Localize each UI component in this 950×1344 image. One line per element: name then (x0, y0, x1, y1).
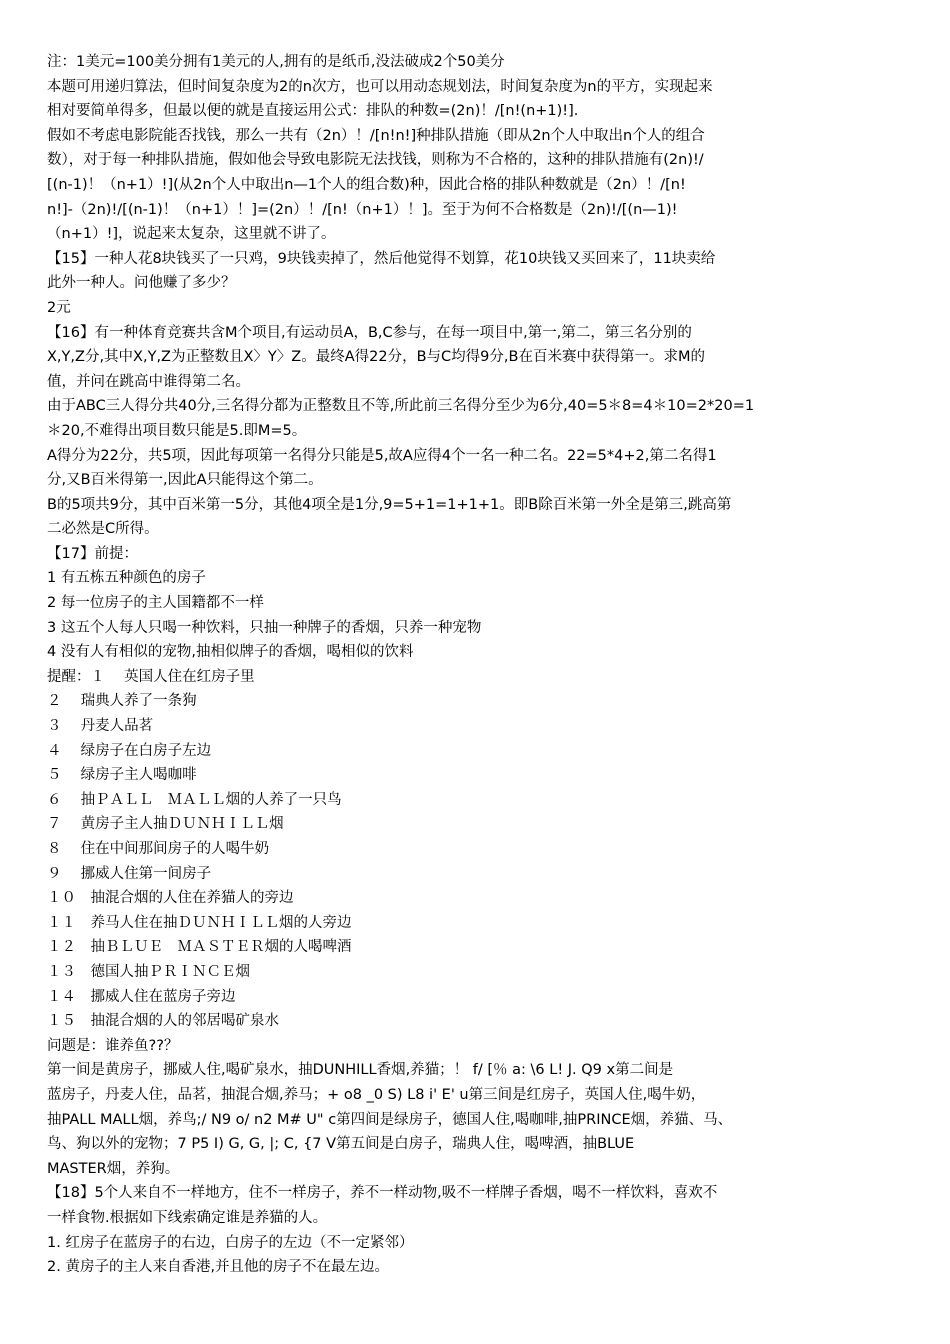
text-line: 1. 红房子在蓝房子的右边，白房子的左边（不一定紧邻） (47, 1234, 414, 1251)
text-line: 第一间是黄房子，挪威人住,喝矿泉水，抽DUNHILL香烟,养猫；！ f/ [％ a: \6 L! J. Q9 x第二间是 (47, 1062, 674, 1079)
text-line: 二必然是C所得。 (47, 521, 159, 538)
text-line: 由于ABC三人得分共40分,三名得分都为正整数且不等,所此前三名得分至少为6分,40=5＊8=4＊10=2*20=1 (47, 398, 755, 415)
text-line: １２ 抽ＢＬＵＥ ＭＡＳＴＥＲ烟的人喝啤酒 (47, 939, 352, 956)
text-line: X,Y,Z分,其中X,Y,Z为正整数且X〉Y〉Z。最终A得22分，B与C均得9分,B在百米赛中获得第一。求M的 (47, 349, 705, 366)
text-line: [(n-1)！（n+1）!](从2n个人中取出n—1个人的组合数)种，因此合格的排队种数就是（2n）！/[n! (47, 176, 686, 193)
text-line: ＊20,不难得出项目数只能是5.即M=5。 (47, 422, 307, 439)
text-line: 此外一种人。问他赚了多少？ (47, 275, 236, 292)
text-line: 提醒：１ 英国人住在红房子里 (47, 668, 255, 685)
text-line: ６ 抽ＰＡＬＬ ＭＡＬＬ烟的人养了一只鸟 (47, 791, 342, 808)
text-line: 假如不考虑电影院能否找钱，那么一共有（2n）！/[n!n!]种排队措施（即从2n个人中取出n个人的组合 (47, 127, 705, 144)
text-line: １３ 德国人抽ＰＲＩＮＣＥ烟 (47, 963, 250, 980)
text-line: 分,又B百米得第一,因此A只能得这个第二。 (47, 472, 323, 489)
text-line: 蓝房子，丹麦人住，品茗，抽混合烟,养马；+ o8 _0 S) L8 i' E' u第三间是红房子，英国人住,喝牛奶， (47, 1086, 706, 1103)
text-line: 本题可用递归算法，但时间复杂度为2的n次方，也可以用动态规划法，时间复杂度为n的平方，实现起来 (47, 78, 713, 95)
text-line: 【18】5个人来自不一样地方，住不一样房子，养不一样动物,吸不一样牌子香烟，喝不一样饮料，喜欢不 (47, 1185, 718, 1202)
text-line: ４ 绿房子在白房子左边 (47, 742, 212, 759)
text-line: ３ 丹麦人品茗 (47, 718, 154, 735)
text-line: 1 有五栋五种颜色的房子 (47, 570, 206, 587)
text-line: １４ 挪威人住在蓝房子旁边 (47, 988, 236, 1005)
document-body (47, 50, 907, 1280)
text-line: A得分为22分，共5项，因此每项第一名得分只能是5,故A应得4个一名一种二名。22=5*4+2,第二名得1 (47, 447, 717, 464)
text-line: 鸟、狗以外的宠物；7 P5 I) G, G, |; C, {7 V第五间是白房子，瑞典人住，喝啤酒，抽BLUE (47, 1136, 635, 1153)
text-line: ９ 挪威人住第一间房子 (47, 865, 212, 882)
text-line: 2元 (47, 299, 71, 316)
text-line: n!]-（2n)!/[(n-1)！（n+1）！]=(2n）！/[n!（n+1）！]。至于为何不合格数是（2n)!/[(n—1)! (47, 201, 678, 218)
text-line: 2. 黄房子的主人来自香港,并且他的房子不在最左边。 (47, 1259, 390, 1276)
text-line: １０ 抽混合烟的人住在养猫人的旁边 (47, 890, 294, 907)
text-line: 相对要简单得多，但最以便的就是直接运用公式：排队的种数=(2n)！/[n!(n+1)!]. (47, 103, 579, 120)
text-line: ７ 黄房子主人抽ＤＵＮＨＩＬＬ烟 (47, 816, 284, 833)
text-line: B的5项共9分，其中百米第一5分，其他4项全是1分,9=5+1=1+1+1。即B除百米第一外全是第三,跳高第 (47, 496, 732, 513)
text-line: １５ 抽混合烟的人的邻居喝矿泉水 (47, 1013, 279, 1030)
text-line: 3 这五个人每人只喝一种饮料，只抽一种牌子的香烟，只养一种宠物 (47, 619, 482, 636)
text-line: 问题是：谁养鱼??？ (47, 1037, 179, 1054)
text-line: MASTER烟，养狗。 (47, 1160, 180, 1177)
text-line: ８ 住在中间那间房子的人喝牛奶 (47, 841, 270, 857)
text-line: 4 没有人有相似的宠物,抽相似牌子的香烟，喝相似的饮料 (47, 644, 414, 661)
text-line: １１ 养马人住在抽ＤＵＮＨＩＬＬ烟的人旁边 (47, 914, 352, 931)
text-line: 【16】有一种体育竞赛共含M个项目,有运动员A，B,C参与，在每一项目中,第一,第二，第三名分别的 (47, 324, 692, 341)
text-line: 一样食物.根据如下线索确定谁是养猫的人。 (47, 1209, 328, 1226)
text-line: 数），对于每一种排队措施，假如他会导致电影院无法找钱，则称为不合格的，这种的排队措施有(2n)!/ (47, 152, 704, 169)
text-line: 2 每一位房子的主人国籍都不一样 (47, 595, 264, 612)
text-line: 注：1美元=100美分拥有1美元的人,拥有的是纸币,没法破成2个50美分 (47, 54, 505, 70)
text-line: （n+1）!]，说起来太复杂，这里就不讲了。 (47, 226, 336, 243)
text-line: 抽PALL MALL烟，养鸟;/ N9 o/ n2 M# U" c第四间是绿房子，德国人住,喝咖啡,抽PRINCE烟，养猫、马、 (47, 1111, 733, 1128)
text-line: 值，并问在跳高中谁得第二名。 (47, 373, 250, 390)
text-line: 【17】前提： (47, 545, 138, 562)
text-line: ５ 绿房子主人喝咖啡 (47, 767, 197, 784)
text-line: 【15】一种人花8块钱买了一只鸡，9块钱卖掉了，然后他觉得不划算，花10块钱又买回来了，11块卖给 (47, 250, 716, 267)
text-line: ２ 瑞典人养了一条狗 (47, 693, 197, 710)
